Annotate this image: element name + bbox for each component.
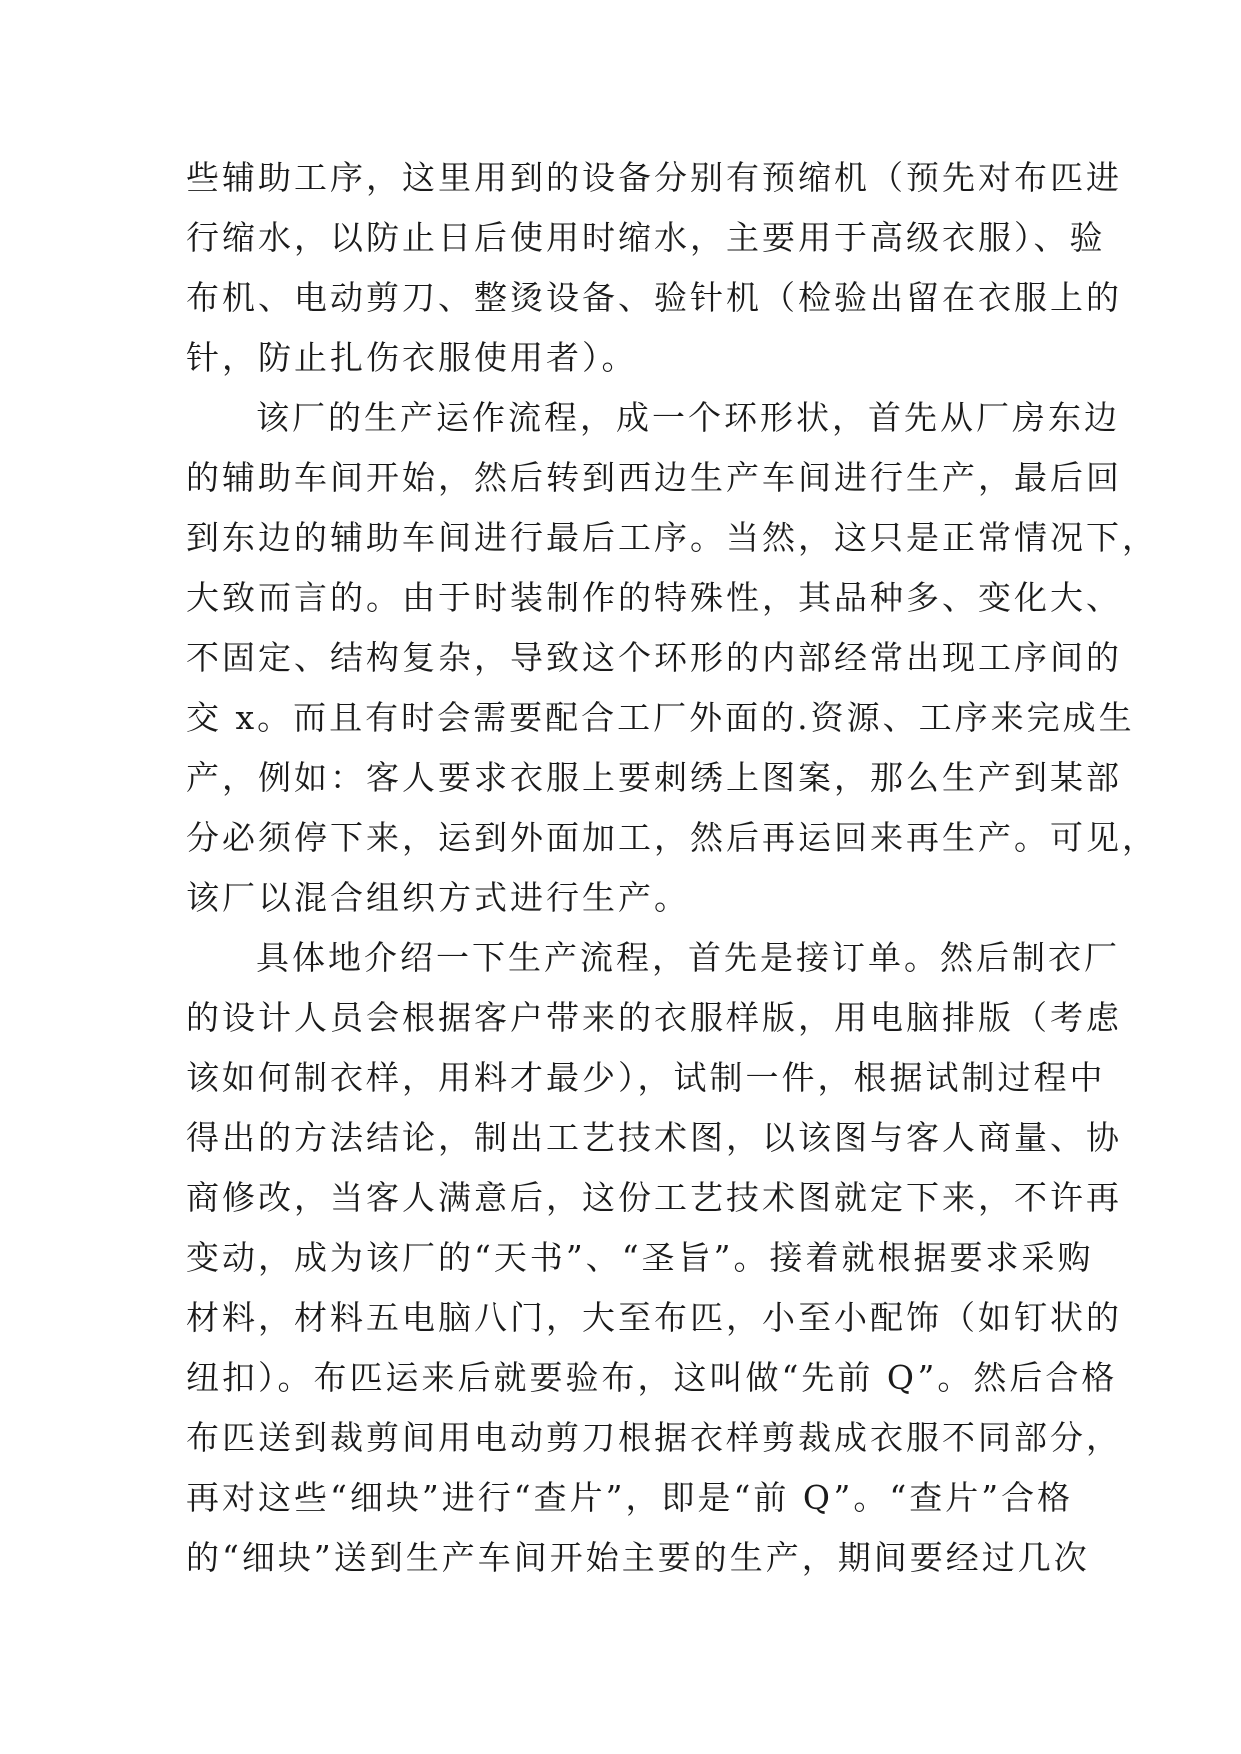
text-line: 布机、电动剪刀、整烫设备、验针机（检验出留在衣服上的	[186, 278, 1122, 317]
text-line: 产，例如：客人要求衣服上要刺绣上图案，那么生产到某部	[186, 758, 1122, 797]
text-line: 材料，材料五电脑八门，大至布匹，小至小配饰（如钉状的	[186, 1298, 1122, 1337]
text-line: 该厂以混合组织方式进行生产。	[186, 878, 690, 917]
text-line: 纽扣）。布匹运来后就要验布，这叫做“先前 Q”。然后合格	[186, 1358, 1118, 1397]
text-line: 变动，成为该厂的“天书”、“圣旨”。接着就根据要求采购	[186, 1238, 1094, 1277]
paragraph-3	[186, 928, 1122, 1588]
text-line: 该如何制衣样，用料才最少），试制一件，根据试制过程中	[186, 1058, 1106, 1097]
text-line: 分必须停下来，运到外面加工，然后再运回来再生产。可见，	[186, 818, 1158, 857]
text-line: 商修改，当客人满意后，这份工艺技术图就定下来，不许再	[186, 1178, 1122, 1217]
text-line: 的“细块”送到生产车间开始主要的生产，期间要经过几次	[186, 1538, 1090, 1577]
text-line: 该厂的生产运作流程，成一个环形状，首先从厂房东边	[256, 398, 1120, 437]
text-line: 些辅助工序，这里用到的设备分别有预缩机（预先对布匹进	[186, 158, 1122, 197]
text-line: 得出的方法结论，制出工艺技术图，以该图与客人商量、协	[186, 1118, 1122, 1157]
text-line: 行缩水，以防止日后使用时缩水，主要用于高级衣服）、验	[186, 218, 1106, 257]
text-line: 到东边的辅助车间进行最后工序。当然，这只是正常情况下，	[186, 518, 1158, 557]
document-body	[186, 148, 1158, 1588]
text-line: 具体地介绍一下生产流程，首先是接订单。然后制衣厂	[256, 938, 1120, 977]
text-line: 的设计人员会根据客户带来的衣服样版，用电脑排版（考虑	[186, 998, 1122, 1037]
text-line: 针，防止扎伤衣服使用者）。	[186, 338, 638, 377]
text-line: 大致而言的。由于时装制作的特殊性，其品种多、变化大、	[186, 578, 1122, 617]
text-line: 再对这些“细块”进行“查片”，即是“前 Q”。“查片”合格	[186, 1478, 1074, 1517]
text-line: 交 x。而且有时会需要配合工厂外面的.资源、工序来完成生	[186, 698, 1135, 737]
paragraph-1	[186, 148, 1122, 388]
text-line: 布匹送到裁剪间用电动剪刀根据衣样剪裁成衣服不同部分，	[186, 1418, 1122, 1457]
text-line: 的辅助车间开始，然后转到西边生产车间进行生产，最后回	[186, 458, 1122, 497]
paragraph-2	[186, 388, 1158, 928]
text-line: 不固定、结构复杂，导致这个环形的内部经常出现工序间的	[186, 638, 1122, 677]
